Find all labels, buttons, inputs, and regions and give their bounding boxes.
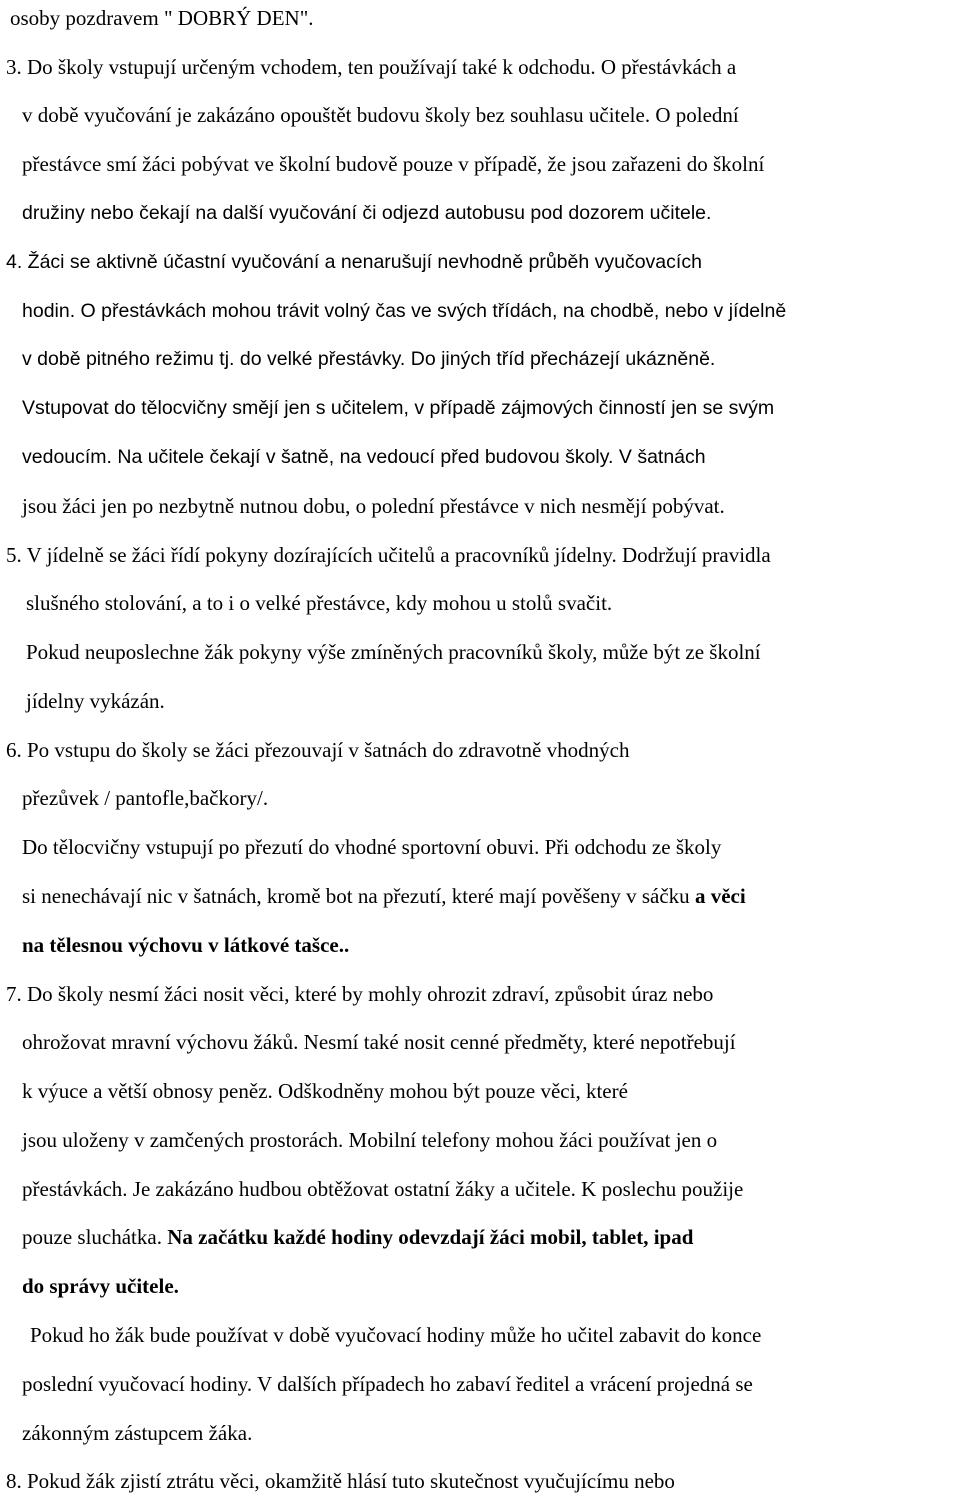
line-text: k výuce a větší obnosy peněz. Odškodněny mohou být pouze věci, které bbox=[22, 1079, 628, 1103]
line-text: jsou žáci jen po nezbytně nutnou dobu, o polední přestávce v nich nesmějí pobývat. bbox=[22, 494, 725, 518]
text-line bbox=[22, 492, 725, 520]
line-text: Pokud neuposlechne žák pokyny výše zmíněných pracovníků školy, může být ze školní bbox=[26, 640, 761, 664]
bold-text: a věci bbox=[694, 884, 746, 908]
text-line bbox=[6, 541, 771, 569]
text-line bbox=[30, 1321, 761, 1349]
bold-text: Na začátku každé hodiny odevzdají žáci mobil, tablet, ipad bbox=[167, 1225, 694, 1249]
line-text: vedoucím. Na učitele čekají v šatně, na vedoucí před budovou školy. V šatnách bbox=[22, 446, 706, 468]
line-text: slušného stolování, a to i o velké přestávce, kdy mohou u stolů svačit. bbox=[26, 591, 613, 615]
text-line bbox=[22, 297, 786, 325]
line-text: poslední vyučovací hodiny. V dalších případech ho zabaví ředitel a vrácení projedná se bbox=[22, 1372, 753, 1396]
text-line bbox=[22, 1028, 736, 1056]
text-line bbox=[22, 784, 268, 812]
line-text: jsou uloženy v zamčených prostorách. Mobilní telefony mohou žáci používat jen o bbox=[22, 1128, 718, 1152]
text-line bbox=[6, 980, 713, 1008]
text-line bbox=[22, 150, 764, 178]
line-text: 7. Do školy nesmí žáci nosit věci, které by mohly ohrozit zdraví, způsobit úraz nebo bbox=[6, 982, 714, 1006]
text-line bbox=[22, 394, 774, 422]
text-line bbox=[22, 443, 706, 471]
text-line bbox=[26, 687, 165, 715]
line-text: Pokud ho žák bude používat v době vyučovací hodiny může ho učitel zabavit do konce bbox=[30, 1323, 762, 1347]
text-line bbox=[10, 4, 314, 32]
line-text: 8. Pokud žák zjistí ztrátu věci, okamžitě hlásí tuto skutečnost vyučujícímu nebo bbox=[6, 1469, 675, 1493]
line-text: přezůvek / pantofle,bačkory/. bbox=[22, 786, 269, 810]
line-text: v době pitného režimu tj. do velké přestávky. Do jiných tříd přecházejí ukázněně. bbox=[22, 348, 716, 370]
text-line bbox=[22, 1370, 753, 1398]
text-line bbox=[22, 101, 739, 129]
text-line bbox=[6, 248, 702, 276]
text-line bbox=[22, 1175, 743, 1203]
text-line bbox=[22, 931, 349, 959]
line-text: 6. Po vstupu do školy se žáci přezouvají v šatnách do zdravotně vhodných bbox=[6, 738, 630, 762]
text-line bbox=[26, 589, 612, 617]
line-text: družiny nebo čekají na další vyučování či odjezd autobusu pod dozorem učitele. bbox=[22, 202, 712, 224]
line-text: osoby pozdravem " DOBRÝ DEN". bbox=[10, 6, 314, 30]
text-line bbox=[22, 199, 711, 227]
text-line bbox=[22, 1272, 179, 1300]
text-line bbox=[22, 1419, 252, 1447]
line-text: pouze sluchátka. bbox=[22, 1225, 168, 1249]
line-text: hodin. O přestávkách mohou trávit volný čas ve svých třídách, na chodbě, nebo v jídelně bbox=[22, 300, 787, 322]
text-line bbox=[6, 1467, 675, 1495]
text-line bbox=[22, 345, 715, 373]
line-text: v době vyučování je zakázáno opouštět budovu školy bez souhlasu učitele. O polední bbox=[22, 103, 739, 127]
bold-text: do správy učitele. bbox=[22, 1274, 179, 1298]
line-text: přestávkách. Je zakázáno hudbou obtěžovat ostatní žáky a učitele. K poslechu použije bbox=[22, 1177, 744, 1201]
line-text: Vstupovat do tělocvičny smějí jen s učitelem, v případě zájmových činností jen se svým bbox=[22, 397, 775, 419]
bold-text: na tělesnou výchovu v látkové tašce.. bbox=[22, 933, 350, 957]
line-text: 5. V jídelně se žáci řídí pokyny dozírajících učitelů a pracovníků jídelny. Dodržují pravidla bbox=[6, 543, 771, 567]
line-text: ohrožovat mravní výchovu žáků. Nesmí také nosit cenné předměty, které nepotřebují bbox=[22, 1030, 736, 1054]
line-text: Do tělocvičny vstupují po přezutí do vhodné sportovní obuvi. Při odchodu ze školy bbox=[22, 835, 722, 859]
line-text: 3. Do školy vstupují určeným vchodem, ten používají také k odchodu. O přestávkách a bbox=[6, 55, 737, 79]
line-text: jídelny vykázán. bbox=[26, 689, 165, 713]
text-line bbox=[22, 882, 746, 910]
text-line bbox=[6, 53, 736, 81]
text-line bbox=[22, 1126, 717, 1154]
text-line bbox=[22, 833, 721, 861]
text-line bbox=[6, 736, 629, 764]
text-line bbox=[26, 638, 761, 666]
line-text: 4. Žáci se aktivně účastní vyučování a nenarušují nevhodně průběh vyučovacích bbox=[6, 251, 702, 273]
line-text: přestávce smí žáci pobývat ve školní budově pouze v případě, že jsou zařazeni do školní bbox=[22, 152, 765, 176]
line-text: zákonným zástupcem žáka. bbox=[22, 1421, 253, 1445]
text-line bbox=[22, 1077, 628, 1105]
text-line bbox=[22, 1223, 693, 1251]
line-text: si nenechávají nic v šatnách, kromě bot na přezutí, které mají pověšeny v sáčku bbox=[22, 884, 695, 908]
